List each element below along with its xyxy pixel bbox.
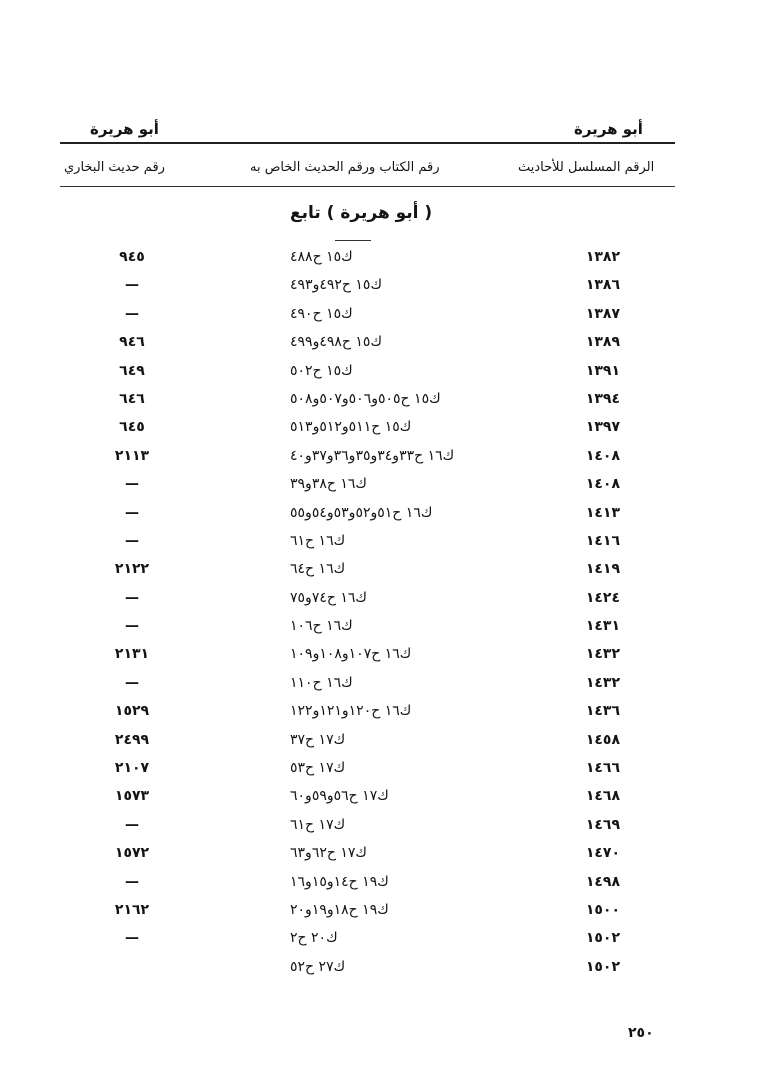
column-header-rule: [60, 186, 675, 187]
serial-cell: ١٤٦٦: [585, 760, 620, 777]
serial-cell: ١٤٠٨: [585, 476, 620, 493]
book-hadith-cell: ك١٧ ح٦٢و٦٣: [290, 845, 367, 862]
serial-cell: ١٣٨٧: [585, 305, 620, 322]
bukhari-cell: —: [125, 589, 139, 606]
bukhari-cell: —: [125, 674, 139, 691]
book-hadith-cell: ك١٥ ح٤٩٢و٤٩٣: [290, 277, 382, 294]
table-row: [0, 505, 765, 533]
running-title-right: أبو هريرة: [574, 120, 643, 138]
bukhari-cell: ١٥٧٣: [114, 788, 150, 805]
page-number: ٢٥٠: [628, 1025, 654, 1041]
table-row: [0, 874, 765, 902]
book-hadith-cell: ك١٥ ح٥٠٥و٥٠٦و٥٠٧و٥٠٨: [290, 390, 441, 407]
bukhari-cell: —: [125, 873, 139, 890]
table-row: [0, 930, 765, 958]
serial-cell: ١٤٣٢: [585, 674, 620, 691]
serial-cell: ١٥٠٢: [585, 958, 620, 975]
book-hadith-cell: ك٢٠ ح٢: [290, 930, 338, 947]
bukhari-cell: ٢١٢٢: [114, 561, 150, 578]
table-row: [0, 277, 765, 305]
bukhari-cell: ٢١٠٧: [114, 760, 150, 777]
book-hadith-cell: ك١٥ ح٤٨٨: [290, 249, 353, 265]
bukhari-cell: —: [125, 305, 139, 322]
running-title-left: أبو هريرة: [90, 120, 159, 138]
bukhari-cell: ١٥٧٢: [114, 845, 150, 862]
table-row: [0, 959, 765, 987]
book-hadith-cell: ك١٩ ح١٨و١٩و٢٠: [290, 901, 389, 918]
book-hadith-cell: ك١٧ ح٥٦و٥٩و٦٠: [290, 788, 389, 805]
bukhari-cell: —: [125, 532, 139, 549]
serial-cell: ١٤٢٤: [585, 589, 620, 606]
bukhari-cell: —: [125, 930, 139, 947]
table-row: [0, 760, 765, 788]
book-hadith-cell: ك١٩ ح١٤و١٥و١٦: [290, 873, 389, 890]
book-hadith-cell: ك١٥ ح٤٩٨و٤٩٩: [290, 334, 382, 351]
book-hadith-cell: ك١٦ ح١١٠: [290, 674, 353, 691]
serial-cell: ١٤٠٨: [585, 447, 620, 464]
book-hadith-cell: ك١٦ ح٦١: [290, 532, 346, 549]
bukhari-cell: ٢١١٣: [114, 447, 150, 464]
serial-cell: ١٥٠٠: [585, 901, 620, 918]
bukhari-cell: ٢١٦٢: [114, 901, 150, 918]
book-hadith-cell: ك١٦ ح١٢٠و١٢١و١٢٢: [290, 703, 412, 720]
book-hadith-cell: ك١٦ ح١٠٧و١٠٨و١٠٩: [290, 646, 412, 663]
book-hadith-cell: ك١٧ ح٥٣: [290, 760, 346, 777]
book-hadith-cell: ك١٥ ح٥٠٢: [290, 362, 353, 379]
book-hadith-cell: ك٢٧ ح٥٢: [290, 958, 346, 975]
table-row: [0, 391, 765, 419]
book-hadith-cell: ك١٦ ح٥١و٥٢و٥٣و٥٤و٥٥: [290, 504, 433, 521]
book-hadith-cell: ك١٥ ح٥١١و٥١٢و٥١٣: [290, 419, 412, 436]
table-row: [0, 646, 765, 674]
table-row: [0, 448, 765, 476]
table-row: [0, 419, 765, 447]
serial-cell: ١٤٣١: [585, 618, 620, 635]
table-row: [0, 249, 765, 277]
bukhari-cell: ٢٤٩٩: [114, 731, 150, 748]
serial-cell: ١٤١٩: [585, 561, 620, 578]
serial-cell: ١٣٨٢: [585, 249, 620, 265]
book-hadith-cell: ك١٦ ح٦٤: [290, 561, 346, 578]
serial-cell: ١٤٩٨: [585, 873, 620, 890]
table-row: [0, 306, 765, 334]
table-row: [0, 902, 765, 930]
header-rule: [60, 142, 675, 144]
book-hadith-cell: ك١٦ ح١٠٦: [290, 618, 353, 635]
serial-cell: ١٤١٦: [585, 532, 620, 549]
table-row: [0, 732, 765, 760]
bukhari-cell: —: [125, 277, 139, 294]
book-hadith-cell: ك١٧ ح٣٧: [290, 731, 346, 748]
table-row: [0, 590, 765, 618]
bukhari-cell: ٦٤٩: [119, 362, 145, 379]
serial-cell: ١٤٦٨: [585, 788, 620, 805]
bukhari-cell: —: [125, 504, 139, 521]
table-row: [0, 618, 765, 646]
book-hadith-cell: ك١٦ ح٧٤و٧٥: [290, 589, 367, 606]
table-row: [0, 845, 765, 873]
section-title: ( أبو هريرة ) تابع: [290, 203, 433, 223]
bukhari-cell: —: [125, 476, 139, 493]
bukhari-cell: ٦٤٥: [119, 419, 145, 436]
book-hadith-cell: ك١٧ ح٦١: [290, 816, 346, 833]
serial-cell: ١٤٦٩: [585, 816, 620, 833]
table-row: [0, 788, 765, 816]
bukhari-cell: ٦٤٦: [119, 390, 145, 407]
serial-cell: ١٤٥٨: [585, 731, 620, 748]
table-row: [0, 817, 765, 845]
table-row: [0, 363, 765, 391]
serial-cell: ١٤٣٦: [585, 703, 620, 720]
table-row: [0, 334, 765, 362]
serial-cell: ١٣٨٩: [585, 334, 620, 351]
bukhari-cell: —: [125, 618, 139, 635]
book-hadith-cell: ك١٦ ح٣٣و٣٤و٣٥و٣٦و٣٧و٤٠: [290, 447, 455, 464]
book-hadith-cell: ك١٦ ح٣٨و٣٩: [290, 476, 367, 493]
serial-cell: ١٣٩٧: [585, 419, 620, 436]
column-header-book-hadith: رقم الكتاب ورقم الحديث الخاص به: [250, 160, 440, 175]
bukhari-cell: ٩٤٦: [119, 334, 145, 351]
serial-cell: ١٣٩١: [585, 362, 620, 379]
column-header-serial: الرقم المسلسل للأحاديث: [518, 160, 655, 175]
serial-cell: ١٥٠٢: [585, 930, 620, 947]
bukhari-cell: ٢١٣١: [114, 646, 150, 663]
section-title-underline: [335, 240, 371, 241]
column-header-bukhari: رقم حديث البخاري: [64, 160, 165, 175]
table-row: [0, 561, 765, 589]
table-row: [0, 675, 765, 703]
serial-cell: ١٤١٣: [585, 504, 620, 521]
bukhari-cell: —: [125, 816, 139, 833]
book-hadith-cell: ك١٥ ح٤٩٠: [290, 305, 353, 322]
hadith-table: [0, 249, 765, 987]
bukhari-cell: ١٥٢٩: [114, 703, 150, 720]
serial-cell: ١٣٩٤: [585, 390, 620, 407]
table-row: [0, 703, 765, 731]
serial-cell: ١٤٣٢: [585, 646, 620, 663]
serial-cell: ١٣٨٦: [585, 277, 620, 294]
table-row: [0, 533, 765, 561]
serial-cell: ١٤٧٠: [585, 845, 620, 862]
table-row: [0, 476, 765, 504]
bukhari-cell: ٩٤٥: [119, 249, 145, 265]
